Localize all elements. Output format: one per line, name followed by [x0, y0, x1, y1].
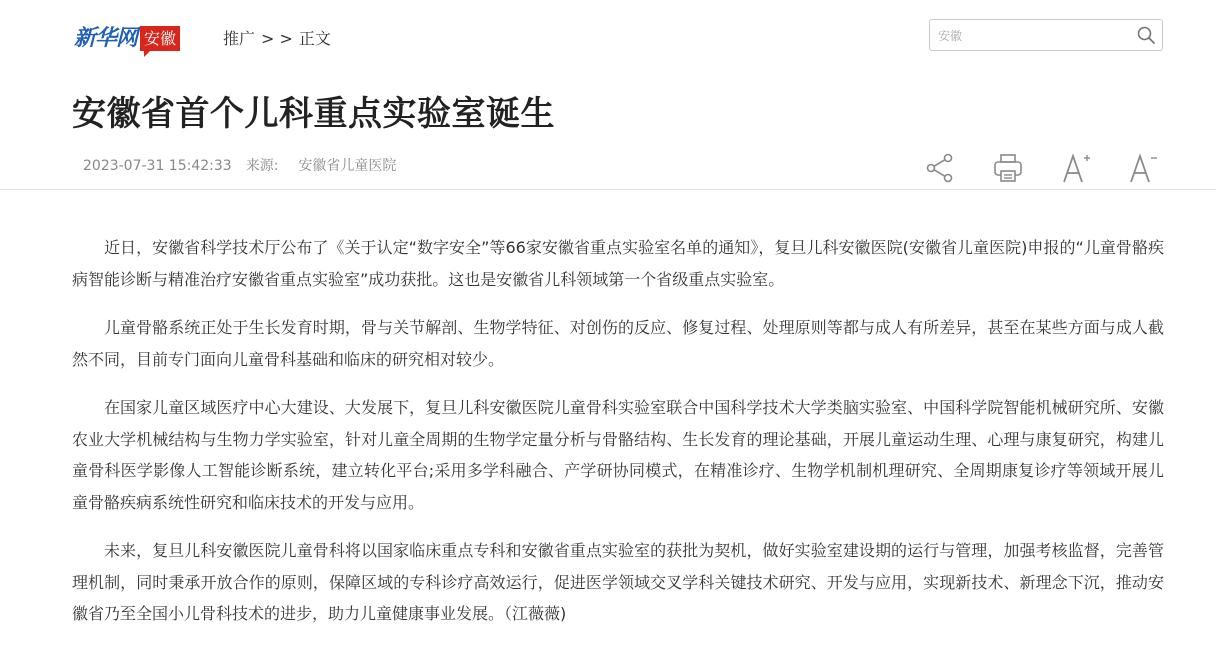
article-meta [83, 156, 396, 176]
search-box [929, 19, 1163, 51]
search-input[interactable] [938, 26, 1128, 46]
top-bar [0, 0, 1216, 70]
source-label: 来源: [245, 158, 279, 174]
breadcrumb-current: 正文 [298, 29, 331, 48]
publish-datetime: 2023-07-31 15:42:33 [83, 158, 232, 174]
source-name: 安徽省儿童医院 [298, 158, 397, 174]
breadcrumb-section-link[interactable]: 推广 [223, 29, 256, 48]
share-icon[interactable] [924, 150, 956, 186]
article-paragraph: 在国家儿童区域医疗中心大建设、大发展下，复旦儿科安徽医院儿童骨科实验室联合中国科学技术大学类脑实验室、中国科学院智能机械研究所、安徽农业大学机械结构与生物力学实验室，针对儿童全周期的生物学定量分析与骨骼结构、生长发育的理论基础，开展儿童运动生理、心理与康复研究，构建儿童骨科医学影像人工智能诊断系统，建立转化平台;采用多学科融合、产学研协同模式，在精准诊疗、生物学机制机理研究、全周期康复诊疗等领域开展儿童骨骼疾病系统性研究和临床技术的开发与应用。 [72, 398, 1164, 512]
breadcrumb-separator: > > [261, 29, 293, 48]
breadcrumb [223, 28, 331, 50]
article-body [72, 232, 1164, 647]
article-paragraph: 未来，复旦儿科安徽医院儿童骨科将以国家临床重点专科和安徽省重点实验室的获批为契机，做好实验室建设期的运行与管理，加强考核监督，完善管理机制，同时秉承开放合作的原则，保障区域的专科诊疗高效运行，促进医学领域交叉学科关键技术研究、开发与应用，实现新技术、新理念下沉，推动安徽省乃至全国小儿骨科技术的进步，助力儿童健康事业发展。（江薇薇) [72, 541, 1164, 623]
logo-text: 新华网 [74, 26, 138, 51]
font-decrease-icon[interactable] [1127, 150, 1159, 186]
header-divider [0, 189, 1216, 190]
search-icon[interactable] [1136, 25, 1156, 45]
print-icon[interactable] [992, 150, 1024, 186]
article-title: 安徽省首个儿科重点实验室诞生 [72, 94, 555, 134]
article-paragraph: 儿童骨骼系统正处于生长发育时期，骨与关节解剖、生物学特征、对创伤的反应、修复过程、处理原则等都与成人有所差异，甚至在某些方面与成人截然不同，目前专门面向儿童骨科基础和临床的研究相对较少。 [72, 318, 1164, 369]
font-increase-icon[interactable] [1060, 150, 1092, 186]
article-paragraph: 近日，安徽省科学技术厅公布了《关于认定“数字安全”等66家安徽省重点实验室名单的通知》，复旦儿科安徽医院(安徽省儿童医院)申报的“儿童骨骼疾病智能诊断与精准治疗安徽省重点实验室”成功获批。这也是安徽省儿科领域第一个省级重点实验室。 [72, 238, 1164, 289]
site-logo[interactable] [74, 24, 180, 56]
logo-region-tag: 安徽 [140, 26, 180, 51]
